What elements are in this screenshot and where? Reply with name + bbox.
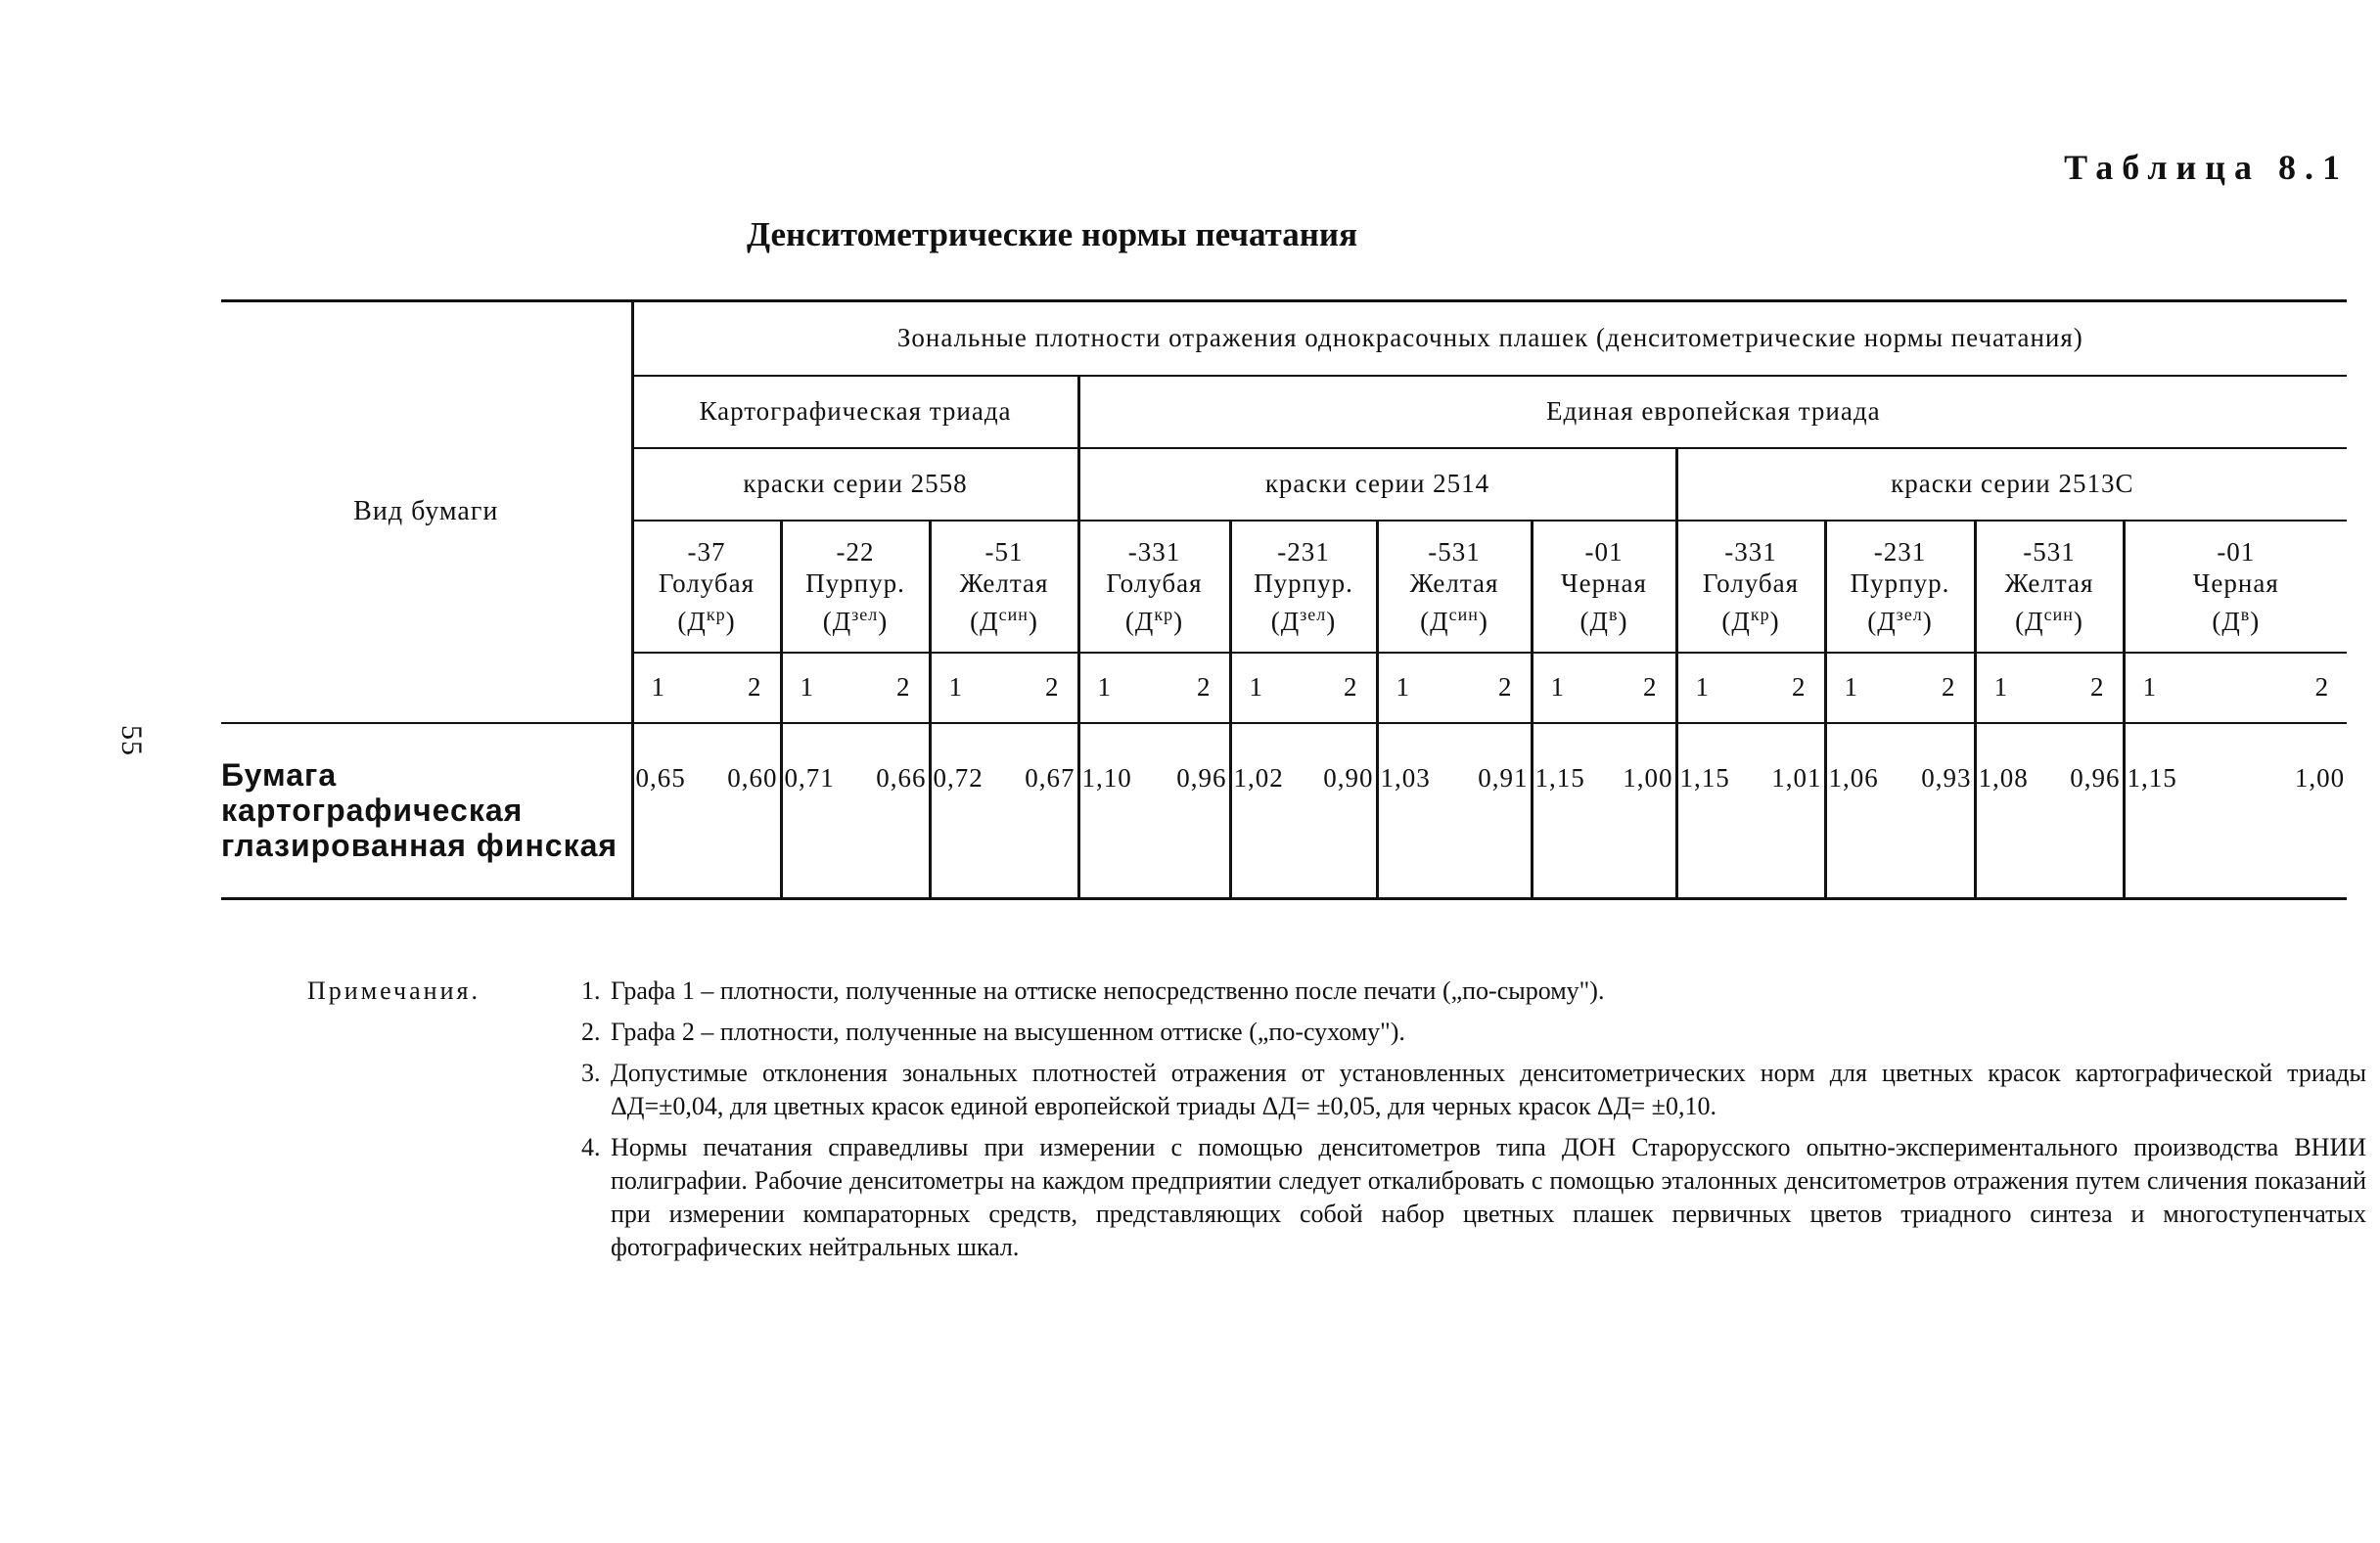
density-value-col2: 0,96 [1176,762,1227,793]
column-number-1: 1 [1695,672,1710,702]
paper-type-header: Вид бумаги [221,301,632,723]
column-number-2: 2 [2090,672,2105,702]
column-number-cell [1230,653,1377,723]
density-value-cell [1975,723,2124,899]
column-number-1: 1 [1844,672,1858,702]
ink-code: -51 [984,536,1024,567]
notes-list [581,975,2366,1272]
main-header: Зональные плотности отражения однокрасочных плашек (денситометрические нормы печатания) [632,301,2347,376]
series-2513c: краски серии 2513С [1676,448,2347,521]
ink-symbol-superscript: син [1448,604,1479,624]
ink-symbol-base: (Д [822,606,852,636]
ink-symbol-superscript: зел [1896,604,1923,624]
ink-symbol-superscript: в [1608,604,1619,624]
ink-code: -231 [1277,536,1330,567]
ink-symbol-end: ) [1173,606,1184,636]
ink-symbol-base: (Д [2015,606,2044,636]
ink-code: -37 [687,536,726,567]
column-number-2: 2 [1792,672,1807,702]
ink-symbol-base: (Д [677,606,707,636]
ink-symbol-end: ) [1478,606,1488,636]
density-value-col2: 1,00 [1623,762,1673,793]
ink-header-cell [1975,521,2124,653]
density-value-cell [2124,723,2347,899]
ink-header-cell [632,521,781,653]
ink-name: Пурпур. [805,567,905,598]
column-number-2: 2 [1344,672,1358,702]
column-number-cell [632,653,781,723]
notes-label: Примечания. [307,976,481,1005]
density-norms-table [221,299,2347,900]
column-number-cell [1377,653,1532,723]
note-number: 1. [581,976,601,1005]
column-number-cell [1825,653,1975,723]
ink-density-symbol [634,599,780,637]
density-value-col1: 1,02 [1233,762,1284,793]
column-number-2: 2 [2314,672,2330,702]
ink-density-symbol [932,599,1077,637]
column-number-1: 1 [651,672,665,702]
ink-symbol-end: ) [2250,606,2261,636]
ink-header-cell [781,521,930,653]
density-value-cell [1532,723,1676,899]
ink-code: -531 [1428,536,1481,567]
density-value-col2: 0,66 [876,762,927,793]
ink-symbol-superscript: зел [1300,604,1327,624]
ink-header-cell [1532,521,1676,653]
density-value-col1: 1,15 [2127,762,2177,793]
column-number-1: 1 [1550,672,1565,702]
ink-symbol-end: ) [1618,606,1628,636]
triad-european: Единая европейская триада [1078,376,2347,448]
ink-density-symbol [1232,599,1376,637]
column-number-cell [781,653,930,723]
triad-cartographic: Картографическая триада [632,376,1078,448]
ink-code: -231 [1873,536,1927,567]
column-number-2: 2 [1197,672,1212,702]
note-item [581,975,2366,1008]
note-number: 4. [581,1133,601,1161]
ink-symbol-superscript: зел [851,604,879,624]
density-value-col2: 0,60 [727,762,778,793]
paper-name-cell: Бумага картографическая глазированная финская [221,723,632,899]
note-text: Графа 2 – плотности, полученные на высушенном оттиске („по-сухому"). [611,1018,1405,1046]
ink-header-cell [1676,521,1825,653]
note-item [581,1016,2366,1049]
ink-density-symbol [783,599,929,637]
note-text: Допустимые отклонения зональных плотностей отражения от установленных денситометрических норм для цветных красок картографической триады ΔД=±0,04, для цветных красок единой европейской триады ΔД= ±0,05, для черных красок ΔД= ±0,10. [611,1059,2366,1120]
ink-header-cell [1078,521,1230,653]
density-value-col2: 0,96 [2070,762,2121,793]
ink-symbol-base: (Д [1124,606,1155,636]
ink-density-symbol [1977,599,2123,637]
column-number-1: 1 [800,672,814,702]
density-value-cell [1377,723,1532,899]
density-value-col2: 0,67 [1025,762,1076,793]
ink-symbol-superscript: син [2043,604,2074,624]
ink-density-symbol [2126,599,2348,637]
density-value-cell [930,723,1078,899]
ink-header-cell [1825,521,1975,653]
ink-symbol-base: (Д [1721,606,1751,636]
ink-code: -01 [2217,536,2256,567]
column-number-cell [2124,653,2347,723]
ink-code: -331 [1127,536,1181,567]
ink-symbol-superscript: в [2240,604,2251,624]
note-number: 3. [581,1059,601,1087]
page-title: Денситометрические нормы печатания [746,215,1358,253]
density-value-cell [1825,723,1975,899]
series-2558: краски серии 2558 [632,448,1078,521]
column-number-cell [930,653,1078,723]
ink-header-cell [2124,521,2347,653]
column-number-2: 2 [748,672,762,702]
density-value-col1: 0,72 [933,762,984,793]
ink-name: Голубая [1106,567,1203,598]
note-number: 2. [581,1018,601,1046]
norms-table [221,299,2347,900]
ink-name: Желтая [959,567,1049,598]
column-number-2: 2 [1498,672,1513,702]
density-value-cell [1676,723,1825,899]
column-number-2: 2 [1643,672,1658,702]
page-number: 55 [115,725,148,756]
note-text: Нормы печатания справедливы при измерении с помощью денситометров типа ДОН Старорусского опытно-экспериментального производства ВНИИ полиграфии. Рабочие денситометры на каждом предприятии следует откалибровать с помощью эталонных денситометров отражения путем сличения показаний при измерении компараторных средств, представляющих собой набор цветных плашек первичных цветов триадного синтеза и многоступенчатых фотографических нейтральных шкал. [611,1133,2366,1261]
column-number-1: 1 [2142,672,2157,702]
note-item [581,1131,2366,1264]
column-number-1: 1 [948,672,963,702]
ink-density-symbol [1379,599,1531,637]
density-value-cell [781,723,930,899]
density-value-col1: 1,03 [1380,762,1431,793]
ink-name: Черная [2192,567,2279,598]
ink-name: Пурпур. [1850,567,1950,598]
density-value-col2: 1,00 [2294,762,2346,793]
column-number-cell [1975,653,2124,723]
ink-header-cell [1230,521,1377,653]
ink-symbol-base: (Д [1867,606,1897,636]
ink-density-symbol [1678,599,1824,637]
column-number-cell [1078,653,1230,723]
density-value-col1: 0,71 [784,762,835,793]
ink-symbol-end: ) [1922,606,1933,636]
column-number-1: 1 [1993,672,2008,702]
ink-symbol-base: (Д [1270,606,1301,636]
column-number-1: 1 [1249,672,1263,702]
density-value-col1: 1,15 [1679,762,1730,793]
ink-code: -01 [1584,536,1624,567]
column-number-2: 2 [1045,672,1060,702]
density-value-col2: 1,01 [1771,762,1822,793]
note-item [581,1057,2366,1123]
density-value-col2: 0,93 [1921,762,1972,793]
ink-symbol-end: ) [1769,606,1780,636]
ink-symbol-end: ) [725,606,736,636]
column-number-1: 1 [1396,672,1410,702]
ink-symbol-base: (Д [1579,606,1609,636]
ink-header-cell [930,521,1078,653]
ink-code: -22 [836,536,875,567]
ink-name: Пурпур. [1254,567,1353,598]
ink-density-symbol [1827,599,1974,637]
ink-name: Черная [1561,567,1647,598]
ink-name: Желтая [2004,567,2094,598]
column-number-cell [1676,653,1825,723]
density-value-cell [1230,723,1377,899]
ink-symbol-base: (Д [2212,606,2241,636]
ink-symbol-end: ) [1028,606,1038,636]
ink-density-symbol [1533,599,1675,637]
ink-name: Голубая [1702,567,1800,598]
density-value-col1: 1,06 [1828,762,1879,793]
density-value-cell [632,723,781,899]
ink-code: -331 [1724,536,1777,567]
ink-symbol-base: (Д [1420,606,1449,636]
ink-symbol-base: (Д [970,606,999,636]
density-value-col1: 1,10 [1081,762,1132,793]
density-value-cell [1078,723,1230,899]
series-2514: краски серии 2514 [1078,448,1676,521]
ink-code: -531 [2023,536,2076,567]
density-value-col1: 0,65 [635,762,686,793]
ink-symbol-superscript: кр [706,604,726,624]
ink-symbol-end: ) [878,606,889,636]
column-number-2: 2 [1942,672,1956,702]
note-text: Графа 1 – плотности, полученные на оттиске непосредственно после печати („по-сырому"). [611,976,1605,1005]
density-value-col1: 1,15 [1534,762,1585,793]
ink-symbol-superscript: кр [1750,604,1770,624]
ink-symbol-superscript: кр [1154,604,1174,624]
ink-header-cell [1377,521,1532,653]
density-value-col1: 1,08 [1978,762,2029,793]
column-number-cell [1532,653,1676,723]
column-number-1: 1 [1097,672,1112,702]
ink-density-symbol [1080,599,1229,637]
density-value-col2: 0,91 [1478,762,1529,793]
column-number-2: 2 [896,672,911,702]
ink-symbol-end: ) [2073,606,2083,636]
density-value-col2: 0,90 [1323,762,1374,793]
table-label: Таблица 8.1 [2064,148,2349,187]
ink-symbol-end: ) [1326,606,1337,636]
ink-name: Голубая [658,567,755,598]
ink-symbol-superscript: син [998,604,1029,624]
ink-name: Желтая [1409,567,1499,598]
